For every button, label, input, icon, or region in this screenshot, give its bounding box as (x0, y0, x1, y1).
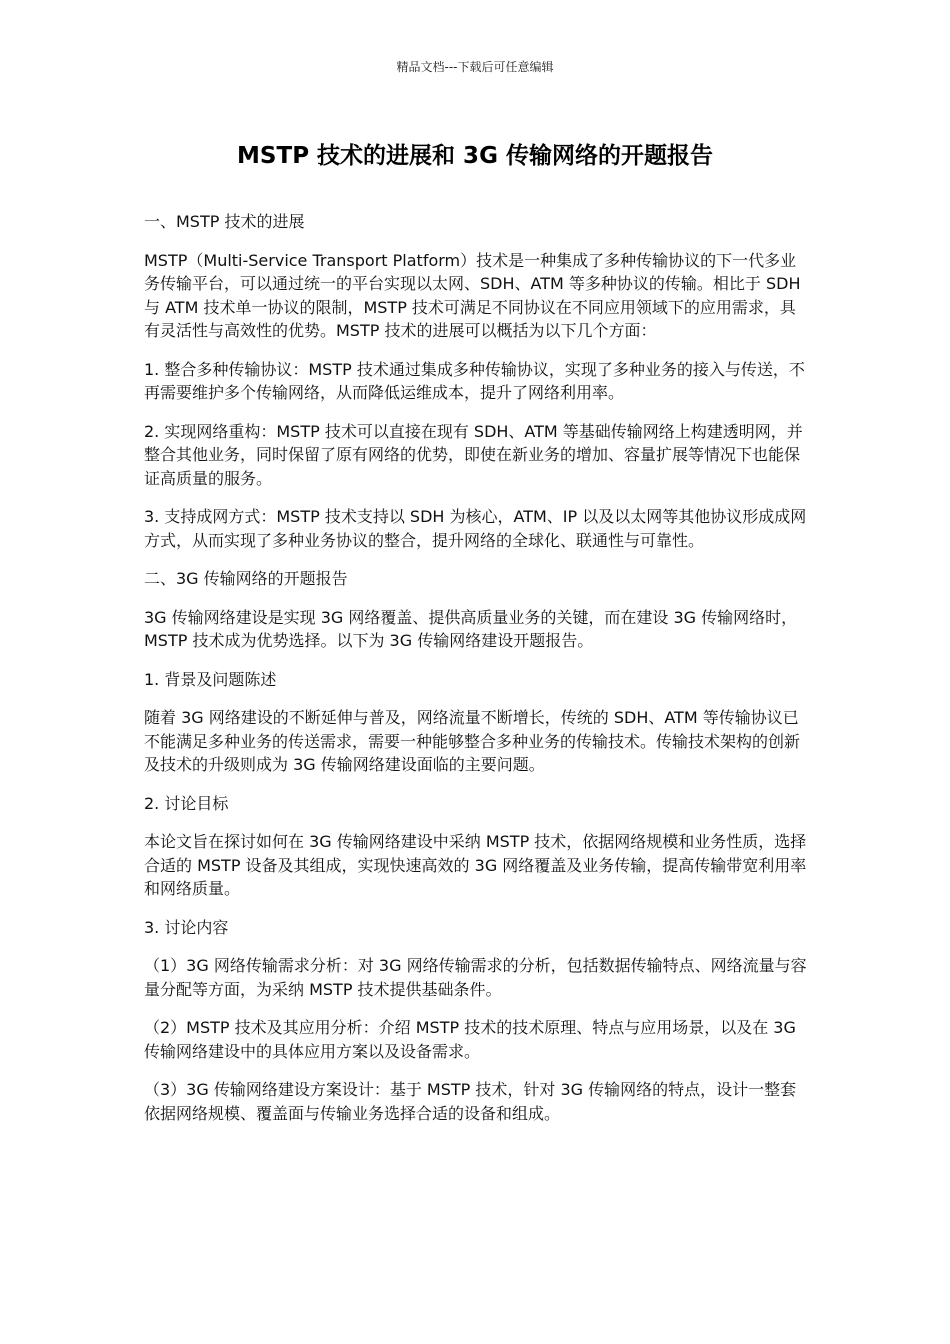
section-heading-mstp: 一、MSTP 技术的进展 (144, 212, 305, 231)
paragraph-content-1: （1）3G 网络传输需求分析：对 3G 网络传输需求的分析，包括数据传输特点、网络流量与容量分配等方面，为采纳 MSTP 技术提供基础条件。 (144, 956, 807, 999)
subheading-background: 1. 背景及问题陈述 (144, 669, 277, 689)
document-body (144, 210, 808, 1140)
paragraph-3g-intro: 3G 传输网络建设是实现 3G 网络覆盖、提供高质量业务的关键，而在建设 3G 传输网络时，MSTP 技术成为优势选择。以下为 3G 传输网络建设开题报告。 (144, 607, 798, 650)
subheading-goal: 2. 讨论目标 (144, 793, 229, 813)
section-heading-3g: 二、3G 传输网络的开题报告 (144, 569, 348, 588)
paragraph-background: 随着 3G 网络建设的不断延伸与普及，网络流量不断增长，传统的 SDH、ATM 等传输协议已不能满足多种业务的传送需求，需要一种能够整合多种业务的传输技术。传输技术架构的创新及技术的升级则成为 3G 传输网络建设面临的主要问题。 (144, 708, 801, 774)
paragraph-point-2: 2. 实现网络重构：MSTP 技术可以直接在现有 SDH、ATM 等基础传输网络上构建透明网，并整合其他业务，同时保留了原有网络的优势，即使在新业务的增加、容量扩展等情况下也能保证高质量的服务。 (144, 421, 803, 488)
paragraph-goal: 本论文旨在探讨如何在 3G 传输网络建设中采纳 MSTP 技术，依据网络规模和业务性质，选择合适的 MSTP 设备及其组成，实现快速高效的 3G 网络覆盖及业务传输，提高传输带宽利用率和网络质量。 (144, 832, 807, 898)
paragraph-mstp-intro: MSTP（Multi-Service Transport Platform）技术是一种集成了多种传输协议的下一代多业务传输平台，可以通过统一的平台实现以太网、SDH、ATM 等多种协议的传输。相比于 SDH 与 ATM 技术单一协议的限制，MSTP 技术可满足不同协议在不同应用领域下的应用需求，具有灵活性与高效性的优势。MSTP 技术的进展可以概括为以下几个方面： (144, 250, 801, 340)
paragraph-point-1: 1. 整合多种传输协议：MSTP 技术通过集成多种传输协议，实现了多种业务的接入与传送，不再需要维护多个传输网络，从而降低运维成本，提升了网络利用率。 (144, 359, 805, 402)
paragraph-content-2: （2）MSTP 技术及其应用分析：介绍 MSTP 技术的技术原理、特点与应用场景，以及在 3G 传输网络建设中的具体应用方案以及设备需求。 (144, 1018, 796, 1061)
subheading-content: 3. 讨论内容 (144, 917, 229, 937)
paragraph-point-3: 3. 支持成网方式：MSTP 技术支持以 SDH 为核心，ATM、IP 以及以太网等其他协议形成成网方式，从而实现了多种业务协议的整合，提升网络的全球化、联通性与可靠性。 (144, 507, 807, 550)
page-header: 精品文档---下载后可任意编辑 (396, 60, 554, 74)
paragraph-content-3: （3）3G 传输网络建设方案设计：基于 MSTP 技术，针对 3G 传输网络的特点，设计一整套依据网络规模、覆盖面与传输业务选择合适的设备和组成。 (144, 1080, 797, 1123)
document-title: MSTP 技术的进展和 3G 传输网络的开题报告 (237, 143, 713, 169)
